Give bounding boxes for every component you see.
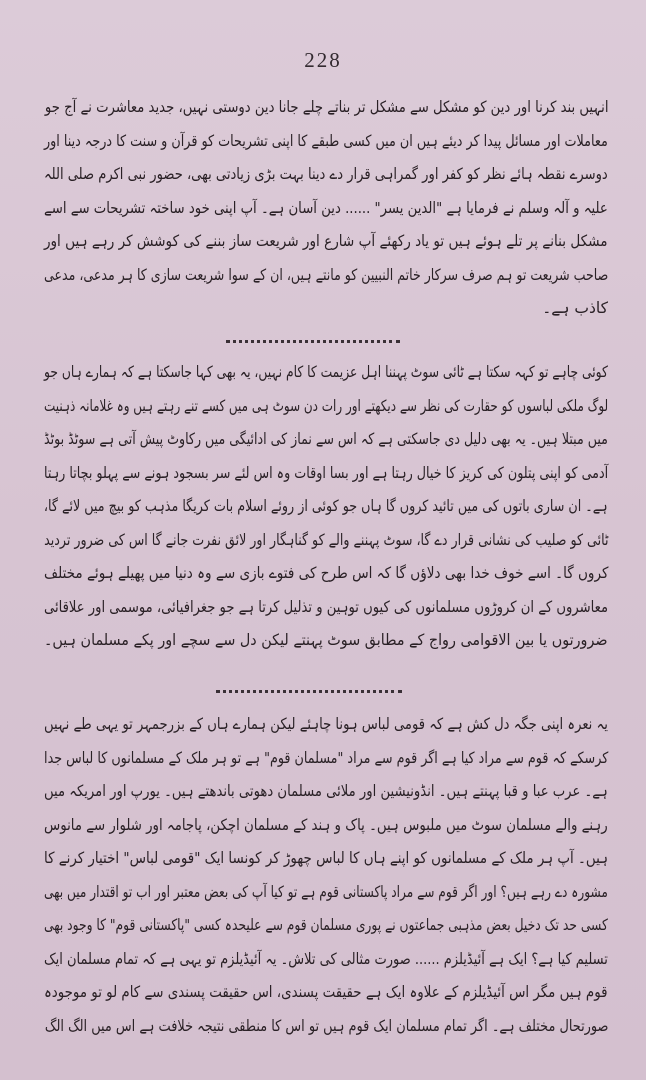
text-line xyxy=(44,457,608,491)
text-line xyxy=(44,225,608,259)
text-line-content: معاملات اور مسائل پیدا کر دیئے ہیں ان میں کسی طبقے کا اپنی تشریحات کو قرآن و سنت کا درجہ دینا اور xyxy=(44,131,608,150)
text-line xyxy=(44,809,608,843)
text-line-content: صاحب شریعت تو ہم صرف سرکار خاتم النبیین کو مانتے ہیں، ان کے سوا شریعت سازی کا ہر مدعی، مدعی xyxy=(43,265,608,284)
text-line xyxy=(44,876,608,910)
paragraph-3 xyxy=(44,708,608,1043)
text-line-content: معاشروں کے ان کروڑوں مسلمانوں کی کیوں توہین و تذلیل کرتا ہے جو جغرافیائی، موسمی اور علاقائی xyxy=(43,597,608,616)
text-line xyxy=(44,423,608,457)
text-line xyxy=(44,125,608,159)
text-line xyxy=(44,909,608,943)
text-line xyxy=(44,356,608,390)
text-line-content: ٹائی کو صلیب کی نشانی قرار دے گا، سوٹ پہننے والے کو گناہگار اور لائق نفرت جانے گا اس کی ضرور تردید xyxy=(43,530,608,549)
text-line-content: تسلیم کیا ہے؟ ایک ہے آئیڈیلزم ...... صورت مثالی کی تلاش۔ یہ آئیڈیلزم تو یہی ہے کہ تمام مسلمان ایک xyxy=(44,949,608,968)
text-line xyxy=(44,775,608,809)
text-line-content: ضرورتوں یا بین الاقوامی رواج کے مطابق سوٹ پہنتے لیکن دل سے سچے اور پکے مسلمان ہیں۔ xyxy=(44,631,608,649)
text-line-content: لوگ ملکی لباسوں کو حقارت کی نظر سے دیکھتے اور رات دن سوٹ ہی میں کسے تنے رہتے ہیں وہ غلامانہ ذہنیت xyxy=(43,396,608,415)
text-line-content: کوئی چاہے تو کہہ سکتا ہے ٹائی سوٹ پہننا اہل عزیمت کا کام نہیں، یہ بھی کہا جاسکتا ہے کہ ہمارے ہاں جو xyxy=(44,363,608,381)
paragraph-1 xyxy=(44,91,608,326)
text-line-content: کسی حد تک دخیل بعض مذہبی جماعتوں نے پوری مسلمان قوم سے علیحدہ کسی "پاکستانی قوم" کا وجود بھی xyxy=(44,916,608,934)
text-line xyxy=(44,192,608,226)
dotted-separator xyxy=(216,690,402,693)
text-line-content: ہے۔ عرب عبا و قبا پہنتے ہیں۔ انڈونیشین اور ملائی مسلمان دھوتی باندھتے ہیں۔ یورپ اور امریکہ میں xyxy=(44,782,608,800)
text-line-content: آدمی کو اپنی پتلون کی کریز کا خیال رہتا ہے اور بسا اوقات وہ اس لئے سر بسجود ہونے سے پہلو بچاتا رہتا xyxy=(43,463,608,482)
text-line xyxy=(44,976,608,1010)
text-line xyxy=(44,1010,608,1044)
text-line-content: کرسکے کہ قوم سے مراد کیا ہے اگر قوم سے مراد "مسلمان قوم" ہے تو ہر ملک کے مسلمانوں کا لباس جدا xyxy=(43,748,608,767)
paragraph-2 xyxy=(44,356,608,658)
text-line xyxy=(44,943,608,977)
text-line xyxy=(44,490,608,524)
text-line-content: علیہ و آلہ وسلم نے فرمایا ہے "الدین یسر" ...... دین آسان ہے۔ آپ اپنی خود ساختہ تشریحات سے اسے xyxy=(44,198,608,217)
text-line-content: یہ نعرہ اپنی جگہ دل کش ہے کہ قومی لباس ہونا چاہئے لیکن ہمارے ہاں کے بزرجمہر تو یہی طے نہیں xyxy=(44,715,608,733)
text-line-content: قوم ہیں مگر اس آئیڈیلزم کے علاوہ ایک ہے حقیقت پسندی، اس حقیقت پسندی سے کام لو تو موجودہ xyxy=(44,983,608,1001)
text-line-content: مشکل بنانے پر تلے ہوئے ہیں تو یاد رکھئے آپ شارع اور شریعت ساز بننے کی کوشش کر رہے ہیں اور xyxy=(44,232,608,250)
text-line-content: دوسرے نقطہ ہائے نظر کو کفر اور گمراہی قرار دے دینا بہت بڑی زیادتی بھی، حضور نبی اکرم صلی اللہ xyxy=(44,165,608,183)
text-line xyxy=(44,524,608,558)
text-line-content: رہنے والے مسلمان سوٹ میں ملبوس ہیں۔ پاک و ہند کے مسلمان اچکن، پاجامہ اور شلوار سے مانوس xyxy=(44,815,608,834)
text-line xyxy=(44,158,608,192)
page-number: 228 xyxy=(304,48,342,72)
text-line xyxy=(44,842,608,876)
text-line-content: صورتحال مختلف ہے۔ اگر تمام مسلمان ایک قوم ہیں تو اس کا منطقی نتیجہ خلافت ہے اس میں الگ الگ xyxy=(44,1016,608,1035)
text-line-content: ہے۔ ان ساری باتوں کی میں تائید کروں گا ہاں جو کوئی از روئے اسلام بات کریگا مذہب کو بیچ میں لائے گا، xyxy=(44,497,608,515)
text-line xyxy=(44,624,608,658)
text-line-content: انہیں بند کرنا اور دین کو مشکل سے مشکل تر بناتے چلے جانا دین دوستی نہیں، جدید معاشرت نے آج جو xyxy=(44,98,608,116)
dotted-separator xyxy=(226,340,400,343)
text-line-content: کروں گا۔ اسے خوف خدا بھی دلاؤں گا کہ اس طرح کی فتوے بازی سے وہ دنیا میں پھیلے ہوئے مختلف xyxy=(43,564,608,582)
text-line-content: ہیں۔ آپ ہر ملک کے مسلمانوں کو اپنے ہاں کا لباس چھوڑ کر کونسا ایک "قومی لباس" اختیار کرنے کا xyxy=(43,849,608,867)
text-line xyxy=(44,390,608,424)
text-line xyxy=(44,742,608,776)
text-line: کاذب ہے۔ xyxy=(542,299,608,317)
text-line-content: مشورہ دے رہے ہیں؟ اور اگر قوم سے مراد پاکستانی قوم ہے تو کیا آپ کی بعض معتبر اور اب تو اقتدار میں بھی xyxy=(44,882,608,901)
text-line xyxy=(44,91,608,125)
text-line xyxy=(44,708,608,742)
text-line xyxy=(44,591,608,625)
text-line xyxy=(44,259,608,293)
text-line xyxy=(44,557,608,591)
text-line-content: میں مبتلا ہیں۔ یہ بھی دلیل دی جاسکتی ہے کہ اس سے نماز کی ادائیگی میں رکاوٹ پیش آتی ہے سوٹڈ بوٹڈ xyxy=(44,430,608,448)
